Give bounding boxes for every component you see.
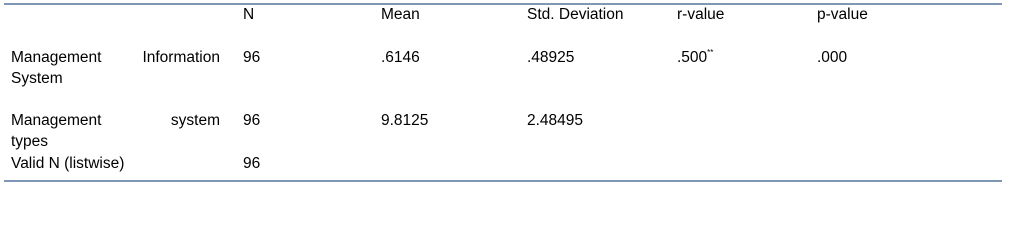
header-n: N [243, 6, 255, 23]
row-label-line: System [11, 70, 63, 87]
row-1-r-value [677, 47, 713, 68]
row-2-std-deviation: 2.48495 [527, 112, 584, 129]
table-bottom-rule [4, 180, 1002, 182]
row-1-mean: .6146 [381, 49, 420, 66]
header-mean: Mean [381, 6, 420, 23]
row-2-mean: 9.8125 [381, 112, 429, 129]
row-label-line: types [11, 133, 49, 150]
row-label-line: Management system [11, 112, 220, 129]
header-p-value: p-value [817, 6, 868, 23]
row-label-line: Management Information [11, 49, 220, 66]
row-2-n: 96 [243, 112, 261, 129]
header-r-value: r-value [677, 6, 725, 23]
row-label-management-system-types [11, 110, 220, 152]
row-label-management-information-system [11, 47, 220, 89]
r-value-number: .500 [677, 49, 708, 66]
row-1-p-value: .000 [817, 49, 848, 66]
row-1-n: 96 [243, 49, 261, 66]
row-3-n: 96 [243, 155, 261, 172]
header-std-deviation: Std. Deviation [527, 6, 624, 23]
significance-marker: ** [707, 48, 714, 57]
row-1-std-deviation: .48925 [527, 49, 575, 66]
row-label-valid-n: Valid N (listwise) [11, 155, 125, 172]
